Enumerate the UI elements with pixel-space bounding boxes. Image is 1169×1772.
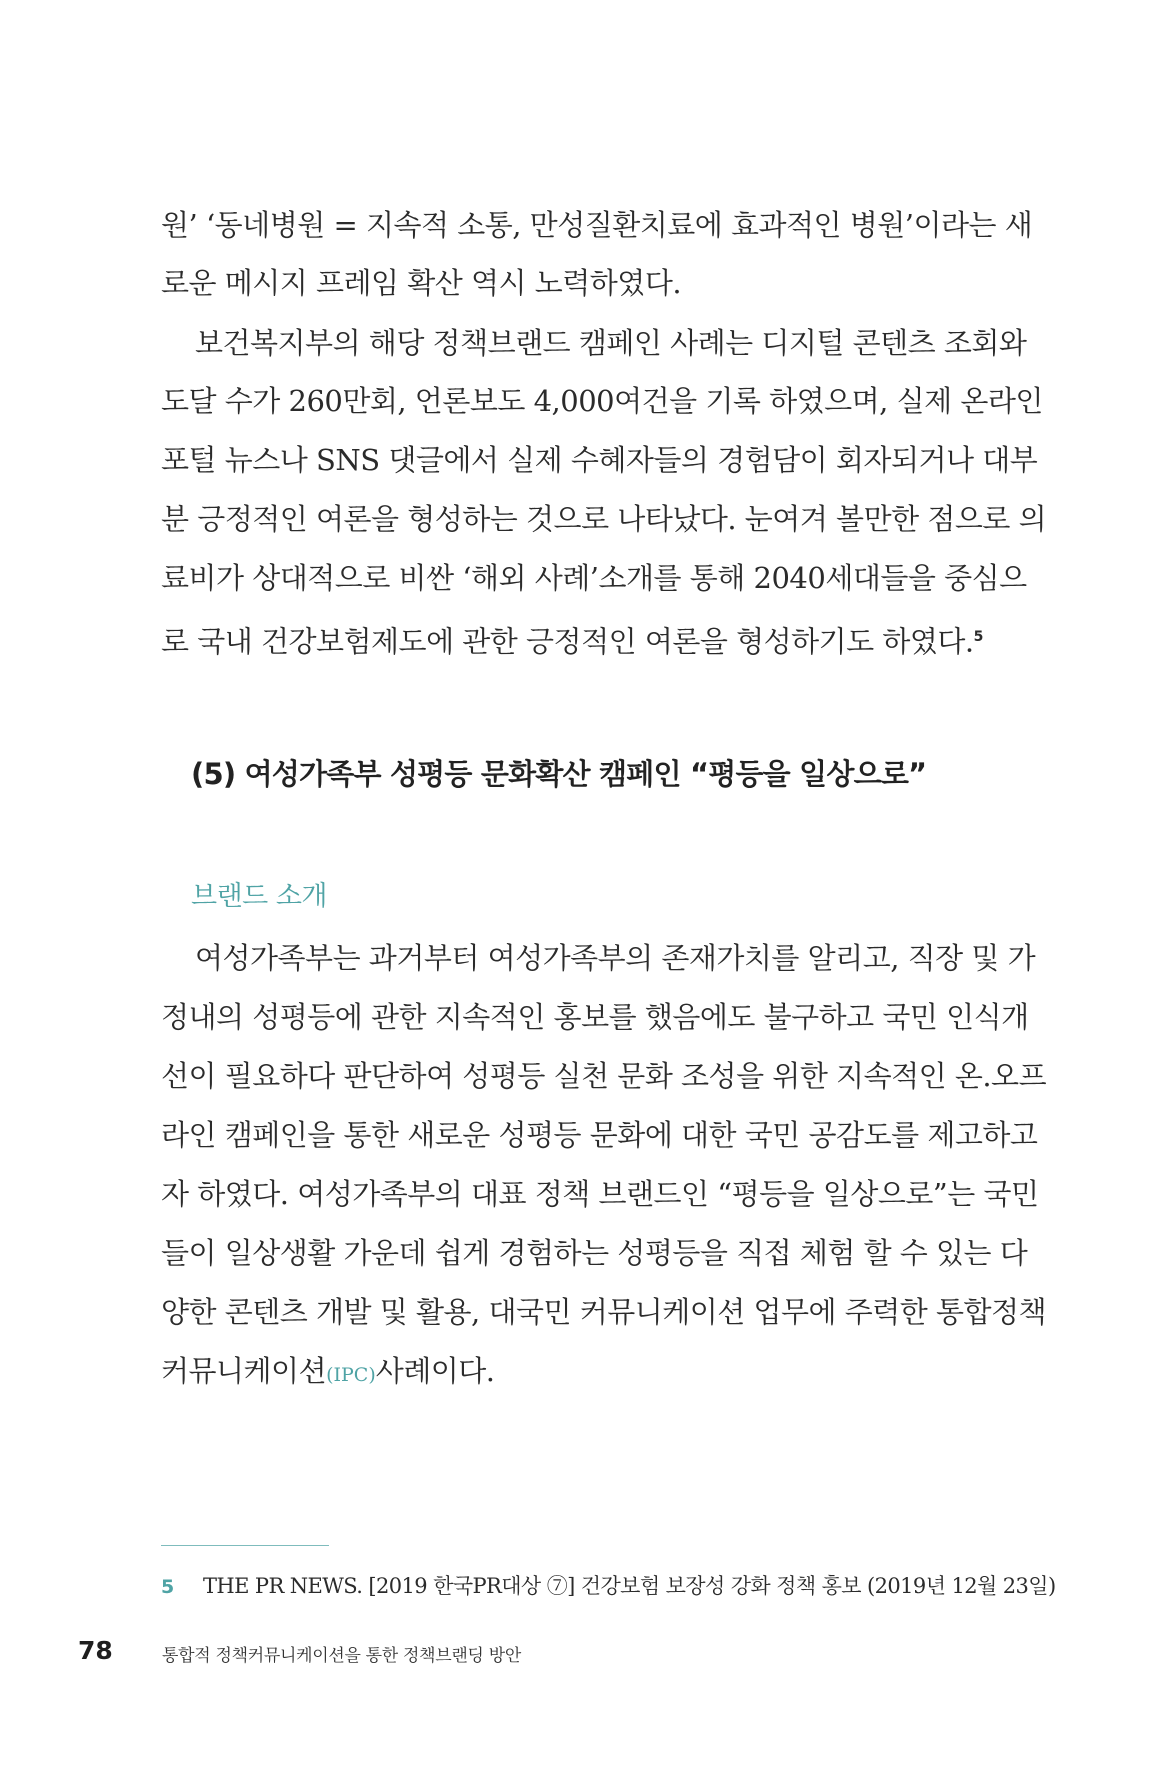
body-line: 분 긍정적인 여론을 형성하는 것으로 나타났다. 눈여겨 볼만한 점으로 의 <box>161 502 1047 536</box>
body-line: 원’ ‘동네병원 = 지속적 소통, 만성질환치료에 효과적인 병원’이라는 새 <box>161 208 1033 242</box>
body-line-text: 커뮤니케이션 <box>161 1354 327 1388</box>
body-line: 정내의 성평등에 관한 지속적인 홍보를 했음에도 불구하고 국민 인식개 <box>161 1000 1029 1034</box>
body-line: 양한 콘텐츠 개발 및 활용, 대국민 커뮤니케이션 업무에 주력한 통합정책 <box>161 1295 1047 1329</box>
footnote-text: THE PR NEWS. [2019 한국PR대상 ⑦] 건강보험 보장성 강화 정책 홍보 (2019년 12월 23일) <box>203 1574 1056 1598</box>
body-line-text: 사례이다. <box>375 1354 495 1388</box>
ipc-abbreviation: (IPC) <box>326 1364 376 1386</box>
body-line: 포털 뉴스나 SNS 댓글에서 실제 수혜자들의 경험담이 회자되거나 대부 <box>161 443 1038 477</box>
running-title: 통합적 정책커뮤니케이션을 통한 정책브랜딩 방안 <box>162 1646 521 1666</box>
body-line-text: 로 국내 건강보험제도에 관한 긍정적인 여론을 형성하기도 하였다. <box>161 624 974 659</box>
body-line: 여성가족부는 과거부터 여성가족부의 존재가치를 알리고, 직장 및 가 <box>195 941 1036 975</box>
body-line: 로운 메시지 프레임 확산 역시 노력하였다. <box>161 266 682 300</box>
body-line: 선이 필요하다 판단하여 성평등 실천 문화 조성을 위한 지속적인 온.오프 <box>161 1059 1047 1093</box>
body-line <box>161 1351 495 1395</box>
footnote-number: 5 <box>161 1576 174 1598</box>
footnote <box>161 1570 1056 1600</box>
body-line: 도달 수가 260만회, 언론보도 4,000여건을 기록 하였으며, 실제 온라인 <box>161 384 1043 418</box>
section-heading: (5) 여성가족부 성평등 문화확산 캠페인 “평등을 일상으로” <box>191 757 927 791</box>
body-line <box>161 617 983 662</box>
body-line: 자 하였다. 여성가족부의 대표 정책 브랜드인 “평등을 일상으로”는 국민 <box>161 1177 1039 1211</box>
body-line: 들이 일상생활 가운데 쉽게 경험하는 성평등을 직접 체험 할 수 있는 다 <box>161 1236 1028 1270</box>
body-line: 보건복지부의 해당 정책브랜드 캠페인 사례는 디지털 콘텐츠 조회와 <box>195 326 1027 360</box>
footnote-reference[interactable]: 5 <box>973 629 983 645</box>
subheading-brand-intro: 브랜드 소개 <box>191 881 327 912</box>
page-number: 78 <box>78 1636 113 1665</box>
body-line: 라인 캠페인을 통한 새로운 성평등 문화에 대한 국민 공감도를 제고하고 <box>161 1118 1038 1152</box>
body-line: 료비가 상대적으로 비싼 ‘해외 사례’소개를 통해 2040세대들을 중심으 <box>161 561 1027 595</box>
footnote-divider <box>161 1545 329 1546</box>
